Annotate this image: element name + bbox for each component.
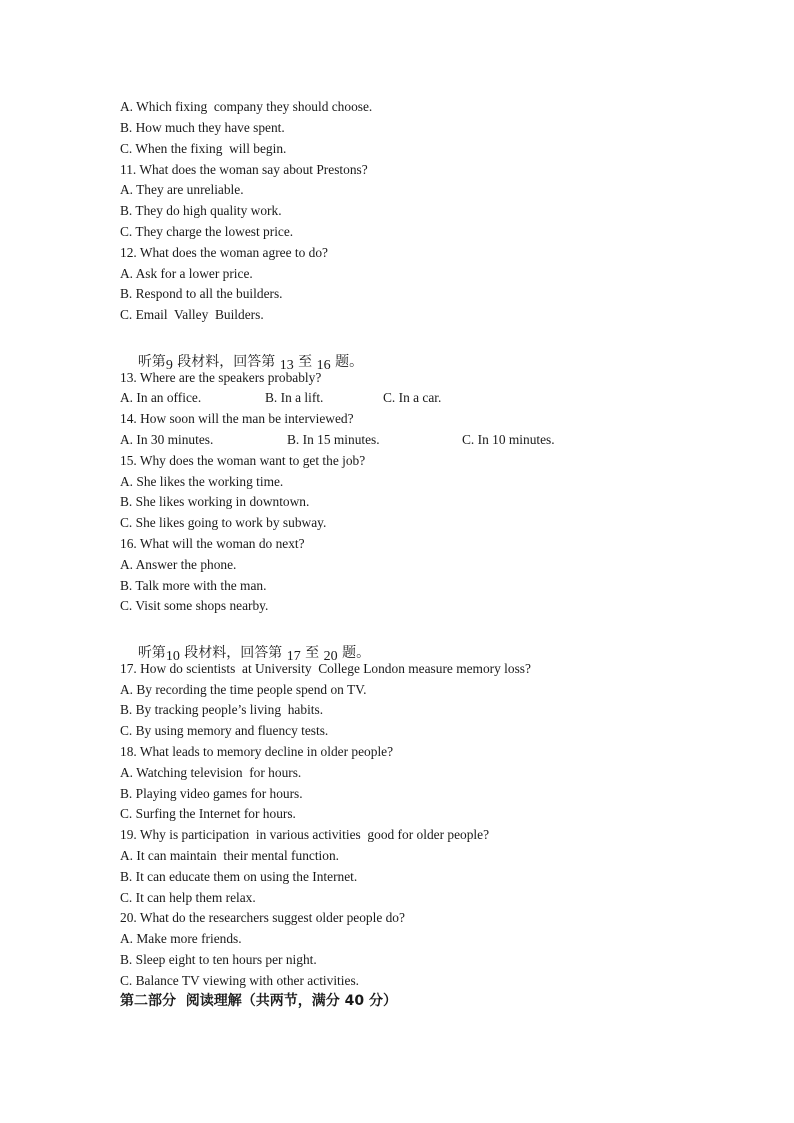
q12-question: 12. What does the woman agree to do? [120, 245, 328, 260]
q10-option-b: B. How much they have spent. [120, 120, 285, 135]
q13-option-c: C. In a car. [383, 390, 442, 405]
q18-option-c: C. Surfing the Internet for hours. [120, 806, 296, 821]
section-9-number: 9 [165, 358, 173, 373]
q20-question: 20. What do the researchers suggest older people do? [120, 910, 405, 925]
q17-option-c: C. By using memory and fluency tests. [120, 723, 329, 738]
q15-option-a: A. She likes the working time. [120, 474, 284, 489]
q15-option-c: C. She likes going to work by subway. [120, 515, 327, 530]
q16-option-b: B. Talk more with the man. [120, 578, 267, 593]
q13-question: 13. Where are the speakers probably? [120, 370, 322, 385]
q17-question: 17. How do scientists at University College London measure memory loss? [120, 661, 531, 676]
q14-option-c: C. In 10 minutes. [462, 432, 555, 447]
section-10-pre: 听第 [137, 645, 166, 661]
q20-option-b: B. Sleep eight to ten hours per night. [120, 952, 317, 967]
part-2-heading: 第二部分 阅读理解（共两节，满分 40 分） [120, 993, 397, 1009]
section-10-to: 至 [305, 645, 320, 661]
q16-option-a: A. Answer the phone. [120, 557, 237, 572]
q20-option-a: A. Make more friends. [120, 931, 242, 946]
section-9-pre: 听第 [137, 354, 166, 370]
section-9-start: 13 [279, 358, 294, 373]
section-10-end: 20 [323, 649, 338, 664]
section-10-number: 10 [165, 649, 180, 664]
q19-option-a: A. It can maintain their mental function. [120, 848, 340, 863]
section-9-post: 题。 [335, 354, 364, 370]
q19-option-c: C. It can help them relax. [120, 890, 256, 905]
q13-option-b: B. In a lift. [265, 390, 324, 405]
q18-question: 18. What leads to memory decline in older people? [120, 744, 394, 759]
q13-option-a: A. In an office. [120, 390, 202, 405]
q16-option-c: C. Visit some shops nearby. [120, 598, 269, 613]
q14-question: 14. How soon will the man be interviewed? [120, 411, 354, 426]
section-9-mid: 段材料，回答第 [177, 354, 276, 370]
section-10-mid: 段材料，回答第 [184, 645, 283, 661]
q14-options-row [120, 432, 680, 448]
q19-question: 19. Why is participation in various activities good for older people? [120, 827, 490, 842]
q10-option-a: A. Which fixing company they should choose. [120, 99, 373, 114]
q17-option-a: A. By recording the time people spend on TV. [120, 682, 367, 697]
q11-option-c: C. They charge the lowest price. [120, 224, 294, 239]
q12-option-c: C. Email Valley Builders. [120, 307, 264, 322]
q11-question: 11. What does the woman say about Prestons? [120, 162, 368, 177]
q18-option-b: B. Playing video games for hours. [120, 786, 303, 801]
q13-options-row [120, 390, 680, 406]
q11-option-a: A. They are unreliable. [120, 182, 244, 197]
q20-option-c: C. Balance TV viewing with other activities. [120, 973, 359, 988]
q16-question: 16. What will the woman do next? [120, 536, 305, 551]
q11-option-b: B. They do high quality work. [120, 203, 282, 218]
q14-option-b: B. In 15 minutes. [287, 432, 380, 447]
q18-option-a: A. Watching television for hours. [120, 765, 302, 780]
q15-option-b: B. She likes working in downtown. [120, 494, 310, 509]
q17-option-b: B. By tracking people’s living habits. [120, 702, 324, 717]
q12-option-a: A. Ask for a lower price. [120, 266, 253, 281]
q14-option-a: A. In 30 minutes. [120, 432, 214, 447]
q12-option-b: B. Respond to all the builders. [120, 286, 283, 301]
section-9-end: 16 [316, 358, 331, 373]
section-10-post: 题。 [342, 645, 371, 661]
q19-option-b: B. It can educate them on using the Internet. [120, 869, 358, 884]
section-9-to: 至 [298, 354, 313, 370]
q10-option-c: C. When the fixing will begin. [120, 141, 287, 156]
q15-question: 15. Why does the woman want to get the job? [120, 453, 366, 468]
section-10-start: 17 [286, 649, 301, 664]
